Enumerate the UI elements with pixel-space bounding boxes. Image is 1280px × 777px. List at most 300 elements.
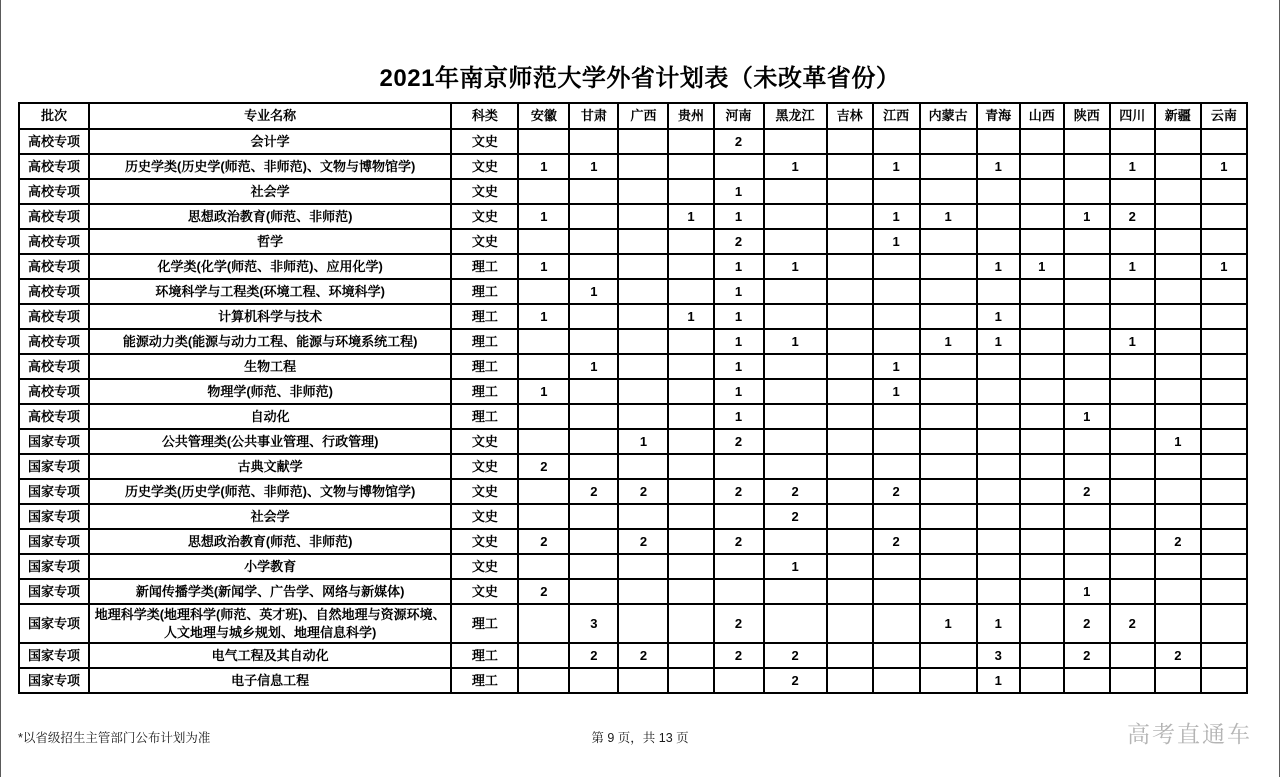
plan-count-cell [1201,479,1247,504]
plan-count-cell [1155,354,1201,379]
col-header-province: 江西 [873,103,920,129]
plan-count-cell [518,604,569,643]
plan-count-cell [827,279,873,304]
plan-count-cell [873,454,920,479]
plan-count-cell [618,604,668,643]
major-cell: 小学教育 [89,554,451,579]
plan-count-cell [1110,179,1155,204]
plan-count-cell [668,454,713,479]
plan-count-cell: 1 [873,379,920,404]
plan-count-cell [827,504,873,529]
plan-count-cell [668,554,713,579]
plan-count-cell: 1 [518,204,569,229]
plan-count-cell [1201,229,1247,254]
plan-count-cell [1020,504,1064,529]
plan-count-cell: 1 [977,304,1020,329]
plan-count-cell: 1 [518,154,569,179]
plan-count-cell: 2 [873,529,920,554]
plan-count-cell [1020,229,1064,254]
table-row [19,454,1247,479]
batch-cell: 高校专项 [19,304,89,329]
plan-count-cell [977,354,1020,379]
category-cell: 理工 [451,643,518,668]
plan-count-cell [977,279,1020,304]
plan-count-cell [569,379,618,404]
plan-count-cell [977,554,1020,579]
watermark-logo: 高考直通车 [1127,721,1252,747]
plan-count-cell [1110,643,1155,668]
plan-count-cell [668,668,713,693]
plan-count-cell [518,479,569,504]
plan-count-cell [1155,329,1201,354]
plan-count-cell [1201,554,1247,579]
plan-count-cell [518,129,569,154]
plan-count-cell [1020,579,1064,604]
table-row [19,254,1247,279]
page-title: 2021年南京师范大学外省计划表（未改革省份） [379,65,901,92]
plan-count-cell [714,668,764,693]
plan-count-cell [764,429,827,454]
plan-count-cell: 1 [1064,404,1110,429]
plan-count-cell [873,554,920,579]
plan-count-cell [569,404,618,429]
plan-count-cell [827,229,873,254]
plan-count-cell [977,379,1020,404]
batch-cell: 国家专项 [19,454,89,479]
plan-count-cell [1020,204,1064,229]
plan-count-cell [1064,129,1110,154]
plan-count-cell [569,254,618,279]
plan-count-cell [518,504,569,529]
major-cell: 哲学 [89,229,451,254]
col-header-province: 新疆 [1155,103,1201,129]
plan-count-cell: 2 [1110,204,1155,229]
plan-count-cell [1155,479,1201,504]
plan-count-cell [569,504,618,529]
category-cell: 理工 [451,354,518,379]
plan-count-cell [1020,404,1064,429]
plan-count-cell: 1 [714,404,764,429]
plan-count-cell: 2 [764,479,827,504]
plan-count-cell: 2 [714,604,764,643]
plan-count-cell [827,304,873,329]
plan-count-cell: 1 [1201,154,1247,179]
plan-count-cell [569,529,618,554]
plan-count-cell [668,529,713,554]
plan-count-cell: 2 [618,529,668,554]
plan-count-cell [1110,229,1155,254]
plan-count-cell [977,404,1020,429]
plan-count-cell [518,279,569,304]
plan-count-cell [569,454,618,479]
plan-count-cell [668,329,713,354]
plan-count-cell [1155,554,1201,579]
col-header-province: 贵州 [668,103,713,129]
plan-count-cell [827,604,873,643]
plan-count-cell [764,304,827,329]
plan-count-cell [1155,279,1201,304]
plan-count-cell [873,329,920,354]
major-cell: 社会学 [89,504,451,529]
plan-count-cell [1110,279,1155,304]
plan-count-cell [668,254,713,279]
category-cell: 理工 [451,668,518,693]
plan-count-cell [1020,304,1064,329]
plan-count-cell: 2 [764,643,827,668]
plan-count-cell [920,154,977,179]
plan-count-cell [873,254,920,279]
plan-count-cell: 2 [714,643,764,668]
plan-count-cell [920,643,977,668]
plan-count-cell [618,504,668,529]
plan-count-cell: 2 [518,529,569,554]
plan-count-cell: 1 [977,604,1020,643]
col-header-province: 陕西 [1064,103,1110,129]
plan-count-cell [618,279,668,304]
plan-count-cell [1020,329,1064,354]
plan-count-cell: 1 [569,154,618,179]
major-cell: 公共管理类(公共事业管理、行政管理) [89,429,451,454]
batch-cell: 高校专项 [19,154,89,179]
category-cell: 理工 [451,304,518,329]
plan-count-cell [1110,529,1155,554]
plan-count-cell [668,404,713,429]
plan-count-cell [618,129,668,154]
plan-count-cell [1020,154,1064,179]
plan-count-cell [977,129,1020,154]
plan-count-cell [827,379,873,404]
plan-count-cell: 2 [714,229,764,254]
plan-count-cell [618,554,668,579]
plan-count-cell [1064,329,1110,354]
plan-count-cell: 1 [714,304,764,329]
plan-count-cell [873,279,920,304]
page-footer [0,722,1280,762]
table-row [19,404,1247,429]
major-cell: 古典文献学 [89,454,451,479]
plan-count-cell [764,204,827,229]
plan-table-head [19,103,1247,129]
batch-cell: 国家专项 [19,579,89,604]
plan-count-cell: 1 [873,229,920,254]
major-cell: 自动化 [89,404,451,429]
category-cell: 文史 [451,179,518,204]
plan-count-cell: 2 [569,643,618,668]
plan-count-cell [827,554,873,579]
table-row [19,643,1247,668]
plan-count-cell [569,304,618,329]
plan-count-cell: 2 [714,529,764,554]
plan-count-cell: 3 [977,643,1020,668]
plan-count-cell [668,229,713,254]
plan-count-cell [618,304,668,329]
plan-count-cell [518,329,569,354]
category-cell: 文史 [451,129,518,154]
plan-count-cell [714,579,764,604]
col-header-province: 甘肃 [569,103,618,129]
plan-count-cell [1155,379,1201,404]
plan-count-cell [1020,668,1064,693]
table-row [19,579,1247,604]
major-cell: 环境科学与工程类(环境工程、环境科学) [89,279,451,304]
plan-count-cell [764,604,827,643]
plan-count-cell: 1 [1110,254,1155,279]
plan-count-cell [764,454,827,479]
plan-count-cell [827,579,873,604]
plan-count-cell [920,304,977,329]
plan-count-cell [518,229,569,254]
major-cell: 生物工程 [89,354,451,379]
plan-count-cell: 1 [668,204,713,229]
major-cell: 思想政治教育(师范、非师范) [89,204,451,229]
plan-count-cell: 1 [764,554,827,579]
plan-count-cell [764,229,827,254]
plan-count-cell [1201,304,1247,329]
plan-count-cell [569,579,618,604]
plan-count-cell [1020,643,1064,668]
plan-count-cell [764,179,827,204]
plan-count-cell [714,504,764,529]
plan-count-cell [1201,668,1247,693]
major-cell: 思想政治教育(师范、非师范) [89,529,451,554]
category-cell: 文史 [451,504,518,529]
plan-count-cell: 1 [518,379,569,404]
table-row [19,379,1247,404]
table-row [19,554,1247,579]
plan-count-cell [668,179,713,204]
plan-count-cell: 1 [1110,154,1155,179]
table-row [19,429,1247,454]
plan-count-cell: 1 [977,329,1020,354]
category-cell: 理工 [451,279,518,304]
plan-count-cell [827,668,873,693]
plan-count-cell [1201,429,1247,454]
plan-count-cell: 2 [1110,604,1155,643]
plan-count-cell: 1 [1201,254,1247,279]
category-cell: 理工 [451,329,518,354]
plan-count-cell [764,279,827,304]
plan-count-cell [920,454,977,479]
plan-count-cell: 2 [764,668,827,693]
plan-count-cell [1201,504,1247,529]
plan-count-cell [1201,279,1247,304]
plan-count-cell: 1 [569,354,618,379]
plan-count-cell: 1 [618,429,668,454]
plan-count-cell [1064,254,1110,279]
batch-cell: 高校专项 [19,179,89,204]
plan-count-cell [518,668,569,693]
plan-count-cell [764,379,827,404]
footer-note: *以省级招生主管部门公布计划为准 [18,731,211,745]
major-cell: 新闻传播学类(新闻学、广告学、网络与新媒体) [89,579,451,604]
plan-count-cell: 1 [977,668,1020,693]
col-header-province: 河南 [714,103,764,129]
plan-count-cell [1110,354,1155,379]
plan-count-cell [1064,429,1110,454]
batch-cell: 国家专项 [19,668,89,693]
plan-count-cell [1020,179,1064,204]
plan-count-cell [1201,579,1247,604]
plan-count-cell [827,129,873,154]
plan-count-cell [1110,554,1155,579]
plan-table [18,102,1248,694]
major-cell: 能源动力类(能源与动力工程、能源与环境系统工程) [89,329,451,354]
major-cell: 计算机科学与技术 [89,304,451,329]
table-row [19,229,1247,254]
plan-count-cell: 2 [714,479,764,504]
batch-cell: 高校专项 [19,404,89,429]
plan-count-cell [920,479,977,504]
plan-count-cell [618,154,668,179]
table-header-row [19,103,1247,129]
plan-count-cell [827,254,873,279]
plan-count-cell [1155,204,1201,229]
plan-count-cell [1020,279,1064,304]
plan-count-cell [1155,668,1201,693]
plan-count-cell [977,204,1020,229]
plan-count-cell [618,668,668,693]
plan-count-cell [618,204,668,229]
plan-count-cell [920,668,977,693]
table-row [19,179,1247,204]
plan-count-cell [1201,604,1247,643]
col-header-province: 广西 [618,103,668,129]
plan-count-cell [827,154,873,179]
plan-count-cell: 1 [668,304,713,329]
plan-count-cell: 2 [618,479,668,504]
major-cell: 电子信息工程 [89,668,451,693]
plan-count-cell [518,429,569,454]
plan-count-cell: 2 [1064,604,1110,643]
plan-count-cell [827,204,873,229]
plan-count-cell [920,404,977,429]
plan-count-cell [1201,454,1247,479]
plan-count-cell: 1 [873,154,920,179]
plan-count-cell [1020,554,1064,579]
plan-count-cell [668,129,713,154]
plan-count-cell [1110,304,1155,329]
plan-count-cell: 1 [518,304,569,329]
plan-count-cell [1064,304,1110,329]
plan-count-cell [827,454,873,479]
plan-count-cell: 1 [714,204,764,229]
plan-count-cell [714,454,764,479]
plan-count-cell: 2 [518,454,569,479]
major-cell: 化学类(化学(师范、非师范)、应用化学) [89,254,451,279]
col-header-category: 科类 [451,103,518,129]
plan-count-cell [873,504,920,529]
plan-count-cell [618,579,668,604]
page-edge-left [0,0,1,777]
plan-count-cell: 1 [569,279,618,304]
category-cell: 理工 [451,404,518,429]
plan-count-cell [1064,279,1110,304]
major-cell: 地理科学类(地理科学(师范、英才班)、自然地理与资源环境、人文地理与城乡规划、地理信息科学) [89,604,451,643]
table-row [19,604,1247,643]
plan-count-cell [827,329,873,354]
plan-count-cell [668,579,713,604]
plan-count-cell: 1 [764,329,827,354]
plan-count-cell [1155,229,1201,254]
plan-count-cell [977,179,1020,204]
table-row [19,668,1247,693]
plan-count-cell [618,379,668,404]
major-cell: 历史学类(历史学(师范、非师范)、文物与博物馆学) [89,154,451,179]
plan-count-cell: 1 [764,154,827,179]
plan-count-cell [920,554,977,579]
plan-count-cell [1020,429,1064,454]
plan-count-cell [1110,379,1155,404]
category-cell: 文史 [451,229,518,254]
table-row [19,204,1247,229]
plan-count-cell [1064,179,1110,204]
plan-count-cell [518,179,569,204]
plan-count-cell [1064,529,1110,554]
plan-count-cell [569,129,618,154]
plan-count-cell [668,604,713,643]
plan-count-cell [764,129,827,154]
batch-cell: 国家专项 [19,529,89,554]
plan-count-cell [668,429,713,454]
plan-count-cell [873,643,920,668]
plan-count-cell: 1 [714,254,764,279]
plan-count-cell [518,643,569,668]
plan-count-cell [618,329,668,354]
plan-count-cell: 1 [714,179,764,204]
table-row [19,329,1247,354]
plan-count-cell: 1 [1110,329,1155,354]
category-cell: 文史 [451,454,518,479]
plan-count-cell [1110,579,1155,604]
category-cell: 文史 [451,154,518,179]
col-header-major: 专业名称 [89,103,451,129]
plan-count-cell [1110,454,1155,479]
plan-count-cell: 1 [977,254,1020,279]
batch-cell: 高校专项 [19,379,89,404]
plan-count-cell: 1 [1020,254,1064,279]
plan-count-cell: 2 [1064,479,1110,504]
plan-count-cell [668,643,713,668]
plan-count-cell: 1 [714,329,764,354]
plan-count-cell [714,554,764,579]
plan-count-cell [764,404,827,429]
category-cell: 理工 [451,254,518,279]
plan-count-cell: 1 [518,254,569,279]
plan-count-cell: 1 [1064,579,1110,604]
plan-count-cell [1020,529,1064,554]
plan-count-cell [920,579,977,604]
category-cell: 文史 [451,579,518,604]
plan-count-cell [1064,229,1110,254]
plan-count-cell: 1 [1155,429,1201,454]
plan-count-cell [920,229,977,254]
plan-count-cell [920,254,977,279]
plan-count-cell: 1 [920,604,977,643]
col-header-province: 吉林 [827,103,873,129]
plan-count-cell [827,404,873,429]
plan-count-cell [1064,504,1110,529]
major-cell: 电气工程及其自动化 [89,643,451,668]
plan-count-cell [920,179,977,204]
plan-count-cell: 2 [764,504,827,529]
plan-count-cell [1110,129,1155,154]
plan-count-cell [569,554,618,579]
plan-count-cell [618,404,668,429]
plan-count-cell [920,129,977,154]
plan-count-cell [827,354,873,379]
category-cell: 文史 [451,479,518,504]
plan-count-cell [668,479,713,504]
